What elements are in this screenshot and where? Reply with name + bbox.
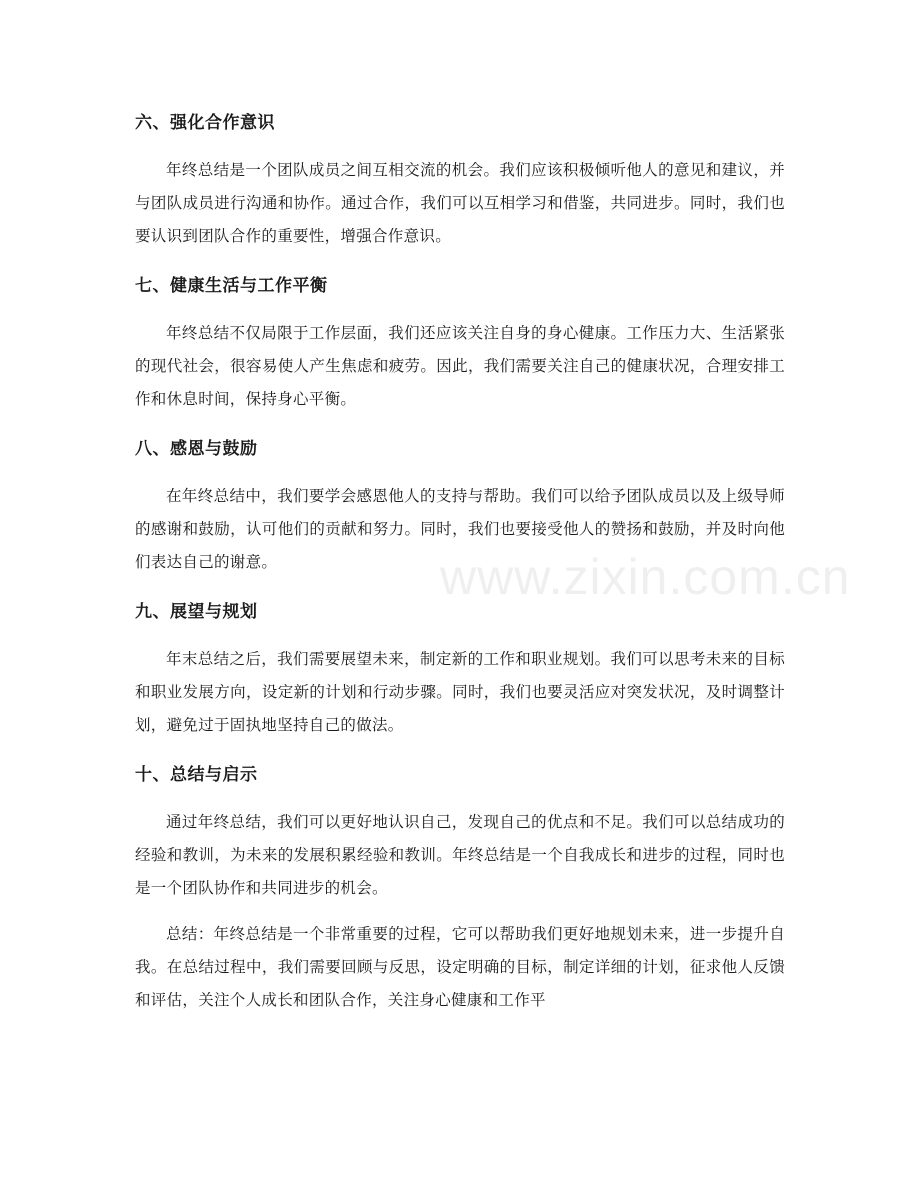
paragraph: 年末总结之后，我们需要展望未来，制定新的工作和职业规划。我们可以思考未来的目标和职业发展方向，设定新的计划和行动步骤。同时，我们也要灵活应对突发状况，及时调整计划，避免过于固执地坚持自己的做法。 [135, 650, 785, 734]
paragraph: 年终总结不仅局限于工作层面，我们还应该关注自身的身心健康。工作压力大、生活紧张的现代社会，很容易使人产生焦虑和疲劳。因此，我们需要关注自己的健康状况，合理安排工作和休息时间，保持身心平衡。 [135, 324, 785, 408]
section-title: 十、总结与启示 [135, 765, 258, 785]
section-9 [135, 592, 785, 742]
summary-paragraph: 总结：年终总结是一个非常重要的过程，它可以帮助我们更好地规划未来，进一步提升自我。在总结过程中，我们需要回顾与反思，设定明确的目标，制定详细的计划，征求他人反馈和评估，关注个人成长和团队合作，关注身心健康和工作平 [135, 925, 785, 1009]
document-body [135, 103, 785, 1030]
paragraph: 年终总结是一个团队成员之间互相交流的机会。我们应该积极倾听他人的意见和建议，并与团队成员进行沟通和协作。通过合作，我们可以互相学习和借鉴，共同进步。同时，我们也要认识到团队合作的重要性，增强合作意识。 [135, 161, 785, 245]
section-title: 七、健康生活与工作平衡 [135, 276, 328, 296]
section-7 [135, 266, 785, 416]
section-title: 八、感恩与鼓励 [135, 439, 258, 459]
section-title: 九、展望与规划 [135, 602, 258, 622]
section-8 [135, 429, 785, 579]
paragraph: 通过年终总结，我们可以更好地认识自己，发现自己的优点和不足。我们可以总结成功的经验和教训，为未来的发展积累经验和教训。年终总结是一个自我成长和进步的过程，同时也是一个团队协作和共同进步的机会。 [135, 813, 785, 897]
section-6 [135, 103, 785, 253]
section-title: 六、强化合作意识 [135, 113, 275, 133]
section-10 [135, 755, 785, 1017]
watermark-text: www.zixin.com.cn [440, 549, 851, 605]
paragraph: 在年终总结中，我们要学会感恩他人的支持与帮助。我们可以给予团队成员以及上级导师的感谢和鼓励，认可他们的贡献和努力。同时，我们也要接受他人的赞扬和鼓励，并及时向他们表达自己的谢意。 [135, 487, 785, 571]
